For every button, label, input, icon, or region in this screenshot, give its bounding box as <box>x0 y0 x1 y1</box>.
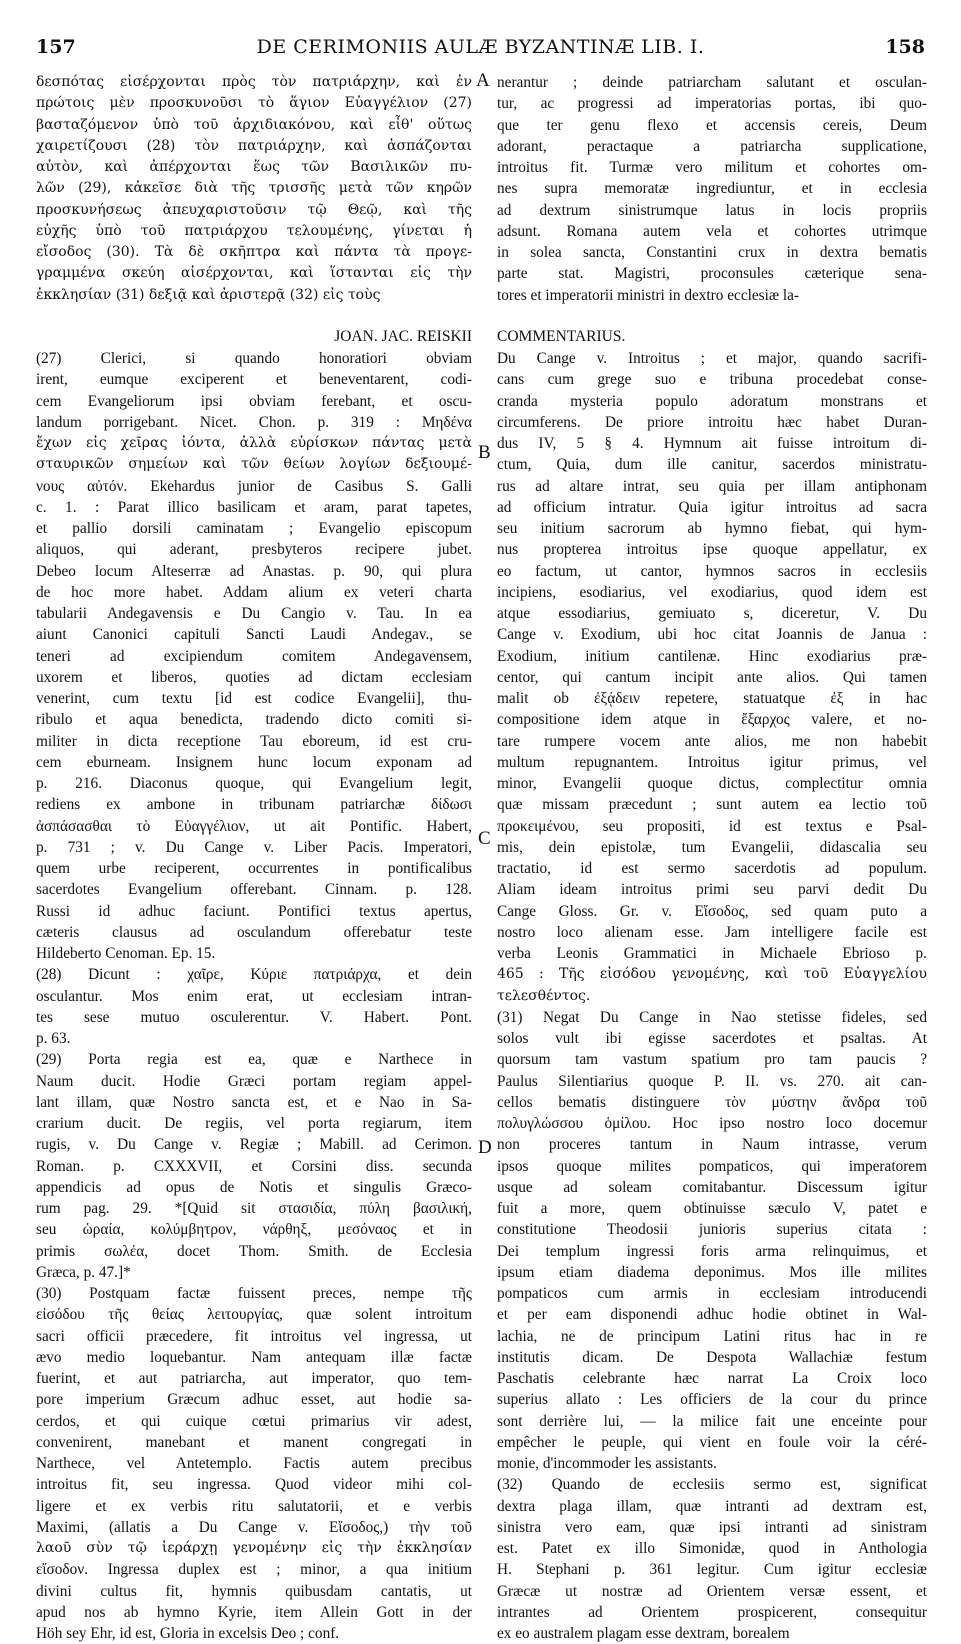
commentary-line: quæ missam præcedunt ; sunt autem ea lectio τοῦ <box>497 796 927 814</box>
commentary-line: de hoc more habet. Addam alium ex veteri charta <box>36 583 472 601</box>
commentary-line: compositione idem atque in ἔξαρχος valere, et no- <box>497 711 927 729</box>
page-number-left: 157 <box>36 36 76 58</box>
commentary-line: ex eo australem plagam esse dextram, borealem <box>497 1625 790 1642</box>
commentary-line: 465 : Τῆς εἰσόδου γενομένης, καὶ τοῦ Εὐαγγελίου <box>497 966 927 983</box>
commentary-line: institutis dicam. De Despota Wallachiæ festum <box>497 1348 927 1366</box>
greek-text-line: λῶν (29), κἀκεῖσε διὰ τῆς τρισσῆς μετὰ τῶν κηρῶν <box>36 180 472 197</box>
running-header <box>36 36 925 62</box>
greek-text-line: ἐκκλησίαν (31) δεξιᾷ καὶ ἀριστερᾷ (32) εἰς τοὺς <box>36 286 381 303</box>
commentary-line: aiunt Canonici capituli Sancti Laudi Andegav., se <box>36 626 472 644</box>
commentary-line: solos vult ibi egisse sacerdotes et psaltas. At <box>497 1030 927 1047</box>
commentary-line: cæteris clausus ad osculandum offerebatur teste <box>36 923 472 941</box>
latin-text-line: nes supra memoratæ ingrediuntur, et in ecclesia <box>497 180 927 198</box>
commentary-line: fuerint, et aut patriarcha, aut imperator, quo tem- <box>36 1370 472 1387</box>
commentary-line: divini cultus fit, hymnis quibusdam cantatis, ut <box>36 1582 472 1600</box>
latin-text-line: in solea sancta, Constantini crux in dextra bematis <box>497 244 927 261</box>
commentary-line: Roman. p. CXXXVII, et Corsini diss. secunda <box>36 1157 472 1175</box>
commentary-heading-author: JOAN. JAC. REISKII <box>334 328 472 345</box>
commentary-line: tes sese mutuo osculerentur. V. Habert. Pont. <box>36 1008 472 1026</box>
commentary-line: (32) Quando de ecclesiis sermo est, significat <box>497 1476 927 1494</box>
latin-text-line: parte stat. Magistri, proconsules cæterique sena- <box>497 265 927 283</box>
latin-text-line: tores et imperatorii ministri in dextro ecclesiæ la- <box>497 286 800 304</box>
commentary-line: Exodium, initium cantilenæ. Hinc exodiarius præ- <box>497 647 927 665</box>
commentary-line: ipsos quoque milites pompaticos, qui imperatorem <box>497 1157 927 1175</box>
page-number-right: 158 <box>885 36 925 58</box>
commentary-line: mis, dein epistolæ, tum Evangelii, didascalia seu <box>497 838 927 856</box>
commentary-line: rugis, v. Du Cange v. Regiæ ; Mabill. ad Cerimon. <box>36 1136 472 1154</box>
commentary-line: Paschatis celebrante hæc narrat La Croix loco <box>497 1370 927 1387</box>
commentary-line: Debeo locum Alteserræ ad Anastas. p. 90, qui plura <box>36 562 472 580</box>
commentary-line: ævo medio loquebantur. Nam antequam illæ factæ <box>36 1348 472 1366</box>
commentary-line: Russi id adhuc faciunt. Pontifici textus apertus, <box>36 902 472 920</box>
commentary-line: cans cum grege suo e tribuna procedebat conse- <box>497 371 927 389</box>
commentary-line: tare rumpere vocem ante alios, me non habebit <box>497 732 927 750</box>
commentary-line: Græca, p. 47.]* <box>36 1263 131 1281</box>
commentary-heading-title: COMMENTARIUS. <box>497 328 626 345</box>
commentary-line: εἴσοδον. Ingressa duplex est ; minor, a qua initium <box>36 1561 472 1579</box>
commentary-line: apud nos ab hymno Kyrie, item Allein Gott in der <box>36 1603 472 1621</box>
commentary-line: lant illam, quæ Nostro sancta est, et e Nao in Sa- <box>36 1093 472 1111</box>
commentary-line: centor, qui cantum incipit ante alios. Qui tamen <box>497 668 927 686</box>
commentary-line: cranda mysteria populo adoratum monstrans et <box>497 392 927 410</box>
commentary-line: fuit a more, quem obtinuisse sæculo V, patet e <box>497 1200 927 1217</box>
greek-text-line: δεσπότας εἰσέρχονται πρὸς τὸν πατριάρχην, καὶ ἐν <box>36 74 472 90</box>
commentary-line: quorsum tam vastum spatium pro tam paucis ? <box>497 1051 927 1069</box>
commentary-line: venerint, cum textu [id est codice Evangelii], thu- <box>36 690 472 707</box>
commentary-line: et per eam disponendi adhuc hodie obtinet in Wal- <box>497 1306 927 1324</box>
commentary-line: seu initium sacrorum ab hymno fiebat, qui hym- <box>497 520 927 537</box>
commentary-line: Dei templum ingressi foris arma relinquimus, et <box>497 1242 927 1260</box>
margin-marker-a: A <box>476 70 490 91</box>
commentary-line: rum pag. 29. *[Quid sit στασιδία, πύλη βασιλική, <box>36 1200 472 1217</box>
commentary-line: H. Stephani p. 361 legitur. Cum igitur ecclesiæ <box>497 1561 927 1579</box>
commentary-line: (29) Porta regia est ea, quæ e Narthece in <box>36 1051 472 1069</box>
commentary-line: superius allato : Les officiers de la cour du prince <box>497 1391 927 1409</box>
greek-text-column <box>36 72 472 306</box>
commentary-line: Narthece, vel Antetemplo. Factis autem precibus <box>36 1455 472 1472</box>
commentary-line: appendicis ad opus de Notis et singulis Græco- <box>36 1178 472 1196</box>
commentary-line: εἰσόδου τῆς θείας λειτουργίας, quæ solent introitum <box>36 1306 472 1324</box>
greek-text-line: εὐχῆς ὑπὸ τοῦ πατριάρχου τελουμένης, γίνεται ἡ <box>36 222 472 239</box>
commentary-line: Hildeberto Cenoman. Ep. 15. <box>36 945 216 962</box>
commentary-line: Naum ducit. Hodie Græci portam regiam appel- <box>36 1072 472 1090</box>
commentary-line: Maximi, (allatis a Du Cange v. Εἴσοδος,) τὴν τοῦ <box>36 1518 472 1536</box>
commentary-line: (30) Postquam factæ fuissent preces, nempe τῆς <box>36 1285 472 1302</box>
commentary-line: verba Leonis Grammatici in Michaele Ebrioso p. <box>497 945 927 962</box>
commentary-line: ribulo et aqua benedicta, tradendo dicto comiti si- <box>36 711 472 729</box>
commentary-line: primis σωλέα, docet Thom. Smith. de Ecclesia <box>36 1242 472 1260</box>
commentary-line: empêcher le peuple, qui vient en foule voir la céré- <box>497 1433 927 1451</box>
latin-text-line: adsunt. Romana autem vela et cohortes utrimque <box>497 222 927 240</box>
margin-marker-c: C <box>478 828 491 849</box>
commentary-line: militer in dicta receptione Tau eboreum, id est cru- <box>36 732 472 750</box>
commentary-line: Cange Gloss. Gr. v. Εἴσοδος, sed quam puto a <box>497 902 927 920</box>
commentary-line: crarium ducit. De regiis, vel porta regiarum, item <box>36 1115 472 1132</box>
commentary-line: convenirent, manebant et manent congregati in <box>36 1433 472 1451</box>
commentary-line: seu ὡραία, κολύμβητρον, νάρθηξ, μεσόναος et in <box>36 1221 472 1239</box>
commentary-left-column <box>36 348 472 1644</box>
commentary-line: sont derrière lui, — la milice fait une enceinte pour <box>497 1412 927 1430</box>
commentary-line: cellos bematis distinguere τὸν μύστην ἄνδρα τοῦ <box>497 1093 927 1111</box>
greek-text-line: βασταζόμενον ὑπὸ τοῦ ἀρχιδιακόνου, καὶ εἶθ' οὕτως <box>36 116 472 133</box>
commentary-line: Græcæ ut nostræ ad Orientem versæ essent, et <box>497 1582 927 1600</box>
latin-text-line: nerantur ; deinde patriarcham salutant et osculan- <box>497 74 927 91</box>
commentary-line: rus ad altare intrat, seu quia per illam antiphonam <box>497 477 927 495</box>
commentary-line: quem urbe reciperent, occurrentes in pontificalibus <box>36 860 472 877</box>
greek-text-line: πρώτοις μὲν προσκυνοῦσι τὸ ἅγιον Εὐαγγέλιον (27) <box>36 95 472 112</box>
commentary-line: dus IV, 5 § 4. Hymnum ait fuisse introitum di- <box>497 435 927 452</box>
commentary-line: Höh sey Ehr, id est, Gloria in excelsis Deo ; conf. <box>36 1625 340 1642</box>
commentary-line: προκειμένου, seu propositi, id est textus e Psal- <box>497 817 927 835</box>
commentary-line: cerdos, et qui cuique cœtui primarius vir adest, <box>36 1412 472 1430</box>
commentary-line: nostro loco alienam esse. Jam intelligere facile est <box>497 923 927 941</box>
commentary-line: constitutione Theodosii junioris superius citata : <box>497 1221 927 1239</box>
commentary-line: minor, Evangelii quoque dictus, complectitur omnia <box>497 775 927 792</box>
commentary-line: rediens ex ambone in tribunam patriarchæ δίδωσι <box>36 796 472 814</box>
greek-text-line: αὐτὸν, καὶ ἀπέρχονται ἕως τῶν Βασιλικῶν πυ- <box>36 159 472 175</box>
commentary-line: cem eburneam. Insignem hunc locum exponam ad <box>36 753 472 771</box>
latin-text-line: ad dextrum sinistrumque latus in locis propriis <box>497 201 927 219</box>
commentary-line: usque ad soleam comitabantur. Discessum igitur <box>497 1178 927 1196</box>
latin-text-line: tur, ac progressi ad imperatorias portas, ibi quo- <box>497 95 927 113</box>
commentary-line: dextra plaga illam, quæ intranti ad dextram est, <box>497 1497 927 1515</box>
commentary-line: atque essodiarius, gemiuato s, diceretur, V. Du <box>497 605 927 622</box>
commentary-line: ligere et ex verbis ritu salutatorii, et e verbis <box>36 1497 472 1515</box>
running-title: DE CERIMONIIS AULÆ BYZANTINÆ LIB. I. <box>256 36 705 58</box>
commentary-line: Paulus Silentiarius quoque P. II. vs. 270. ait can- <box>497 1072 927 1090</box>
commentary-line: ἀσπάσασθαι τὸ Εὐαγγέλιον, ut ait Pontific. Habert, <box>36 817 472 835</box>
commentary-line: aliquos, qui aderant, presbyteros recipere jubet. <box>36 541 472 559</box>
commentary-line: Cange v. Exodium, ubi hoc citat Joannis de Janua : <box>497 626 927 644</box>
commentary-line: malit ob ἐξᾴδειν repetere, statuatque ἐξ in hac <box>497 690 927 707</box>
latin-text-line: introitus fit. Turmæ vero militum et cohortes om- <box>497 159 927 176</box>
commentary-line: eo factum, ut cantor, hymnos sacros in ecclesiis <box>497 562 927 580</box>
commentary-line: uxorem et liberos, quoties ad dictam ecclesiam <box>36 668 472 686</box>
commentary-line: circumferens. De priore introitu hæc habet Duran- <box>497 413 927 431</box>
commentary-line: p. 731 ; v. Du Cange v. Liber Pacis. Imperatori, <box>36 838 472 856</box>
commentary-line: cem Evangeliorum ipsi obviam ferebant, et oscu- <box>36 392 472 410</box>
latin-text-line: adorant, peractaque a patriarcha supplicatione, <box>497 137 927 155</box>
commentary-line: lachia, ne de principum Latini ritus hac in re <box>497 1327 927 1345</box>
commentary-line: ctum, Quia, dum ille canitur, sacerdos ministratu- <box>497 456 927 474</box>
margin-marker-d: D <box>478 1137 492 1158</box>
commentary-line: osculantur. Mos enim erat, ut ecclesiam intran- <box>36 987 472 1005</box>
commentary-line: ἔχων εἰς χεῖρας ἰόντα, ἀλλὰ εὑρίσκων πάντας μετὰ <box>36 435 472 451</box>
commentary-line: irent, eumque exciperent et beneventarent, codi- <box>36 371 472 389</box>
commentary-line: monie, d'incommoder les assistants. <box>497 1455 717 1472</box>
commentary-line: Aliam ideam introitus primi seu parvi dedit Du <box>497 881 927 899</box>
commentary-line: λαοῦ σὺν τῷ ἱεράρχῃ γενομένην εἰς τὴν ἐκκλησίαν <box>36 1540 472 1556</box>
commentary-line: non proceres tantum in Naum intrasse, verum <box>497 1136 927 1154</box>
commentary-line: (28) Dicunt : χαῖρε, Κύριε πατριάρχα, et dein <box>36 966 472 984</box>
commentary-right-column <box>497 348 927 1644</box>
commentary-line: σταυρικῶν σημείων καὶ τῶν θείων λογίων δεξιουμέ- <box>36 456 472 473</box>
commentary-line: incipiens, esodiarius, vel exodiarius, quod idem est <box>497 583 927 601</box>
commentary-line: ipsum etiam diadema deponimus. Mos ille milites <box>497 1263 927 1281</box>
greek-text-line: προσκυνήσεως ἀπευχαριστοῦσιν τῷ Θεῷ, καὶ τῆς <box>36 201 472 218</box>
greek-text-line: εἴσοδος (30). Τὰ δὲ σκῆπτρα καὶ πάντα τὰ προγε- <box>36 244 472 260</box>
commentary-line: pompaticos cum armis in ecclesiam introducendi <box>497 1285 927 1302</box>
commentary-line: p. 63. <box>36 1030 71 1047</box>
commentary-line: sacerdotes Evangelium offerebant. Cinnam. p. 128. <box>36 881 472 899</box>
commentary-line: (27) Clerici, si quando honoratiori obviam <box>36 350 472 367</box>
commentary-line: sinistra vero eam, quæ ipsi intranti ad sinistram <box>497 1518 927 1536</box>
commentary-line: teneri ad excipiendum comitem Andegavensem, <box>36 647 472 665</box>
commentary-line: sacri officii præcedere, fit introitus vel ingressa, ut <box>36 1327 472 1345</box>
commentary-line: intrantes ad Orientem prospicerent, consequitur <box>497 1603 927 1621</box>
commentary-line: τελεσθέντος. <box>497 987 591 1004</box>
commentary-line: Du Cange v. Introitus ; et major, quando sacrifi- <box>497 350 927 367</box>
margin-marker-b: B <box>478 442 491 463</box>
commentary-line: tabularii Andegavensis e Du Cangio v. Tau. In ea <box>36 605 472 622</box>
commentary-line: multum repugnantem. Introitus igitur primus, vel <box>497 753 927 771</box>
commentary-line: est. Patet ex illo Simonidæ, quod in Anthologia <box>497 1540 927 1557</box>
commentary-line: c. 1. : Parat illico basilicam et aram, parat tapetes, <box>36 498 472 516</box>
greek-text-line: χαιρετίζουσι (28) τὸν πατριάρχην, καὶ ἀσπάζονται <box>36 137 472 154</box>
commentary-line: πολυγλώσσου ὁμίλου. Hoc ipso nostro loco docemur <box>497 1115 927 1132</box>
commentary-line: pore imperium Græcum adhuc esset, aut hodie sa- <box>36 1391 472 1409</box>
commentary-line: p. 216. Diaconus quoque, qui Evangelium legit, <box>36 775 472 792</box>
commentary-line: nus propterea introitus ipse quoque appellatur, ex <box>497 541 927 559</box>
commentary-line: landum porrigebant. Nicet. Chon. p. 319 : Μηδένα <box>36 413 472 431</box>
commentary-line: ad officium intratur. Quia igitur introitus ad sacra <box>497 498 927 516</box>
commentary-line: et pallio dorsili caminatam ; Evangelio episcopum <box>36 520 472 537</box>
commentary-line: (31) Negat Du Cange in Nao stetisse fideles, sed <box>497 1008 927 1026</box>
greek-text-line: γραμμένα σκεύη αἰσέρχονται, καὶ ἵστανται εἰς τὴν <box>36 265 472 282</box>
commentary-line: introitus fit, seu ingressa. Quod videor mihi col- <box>36 1476 472 1494</box>
commentary-line: νους αὐτόν. Ekehardus junior de Casibus S. Galli <box>36 477 472 495</box>
commentary-line: tractatio, id est sermo sacerdotis ad populum. <box>497 860 927 877</box>
latin-translation-column <box>497 72 927 306</box>
latin-text-line: que ter genu flexo et accensis cereis, Deum <box>497 116 927 134</box>
